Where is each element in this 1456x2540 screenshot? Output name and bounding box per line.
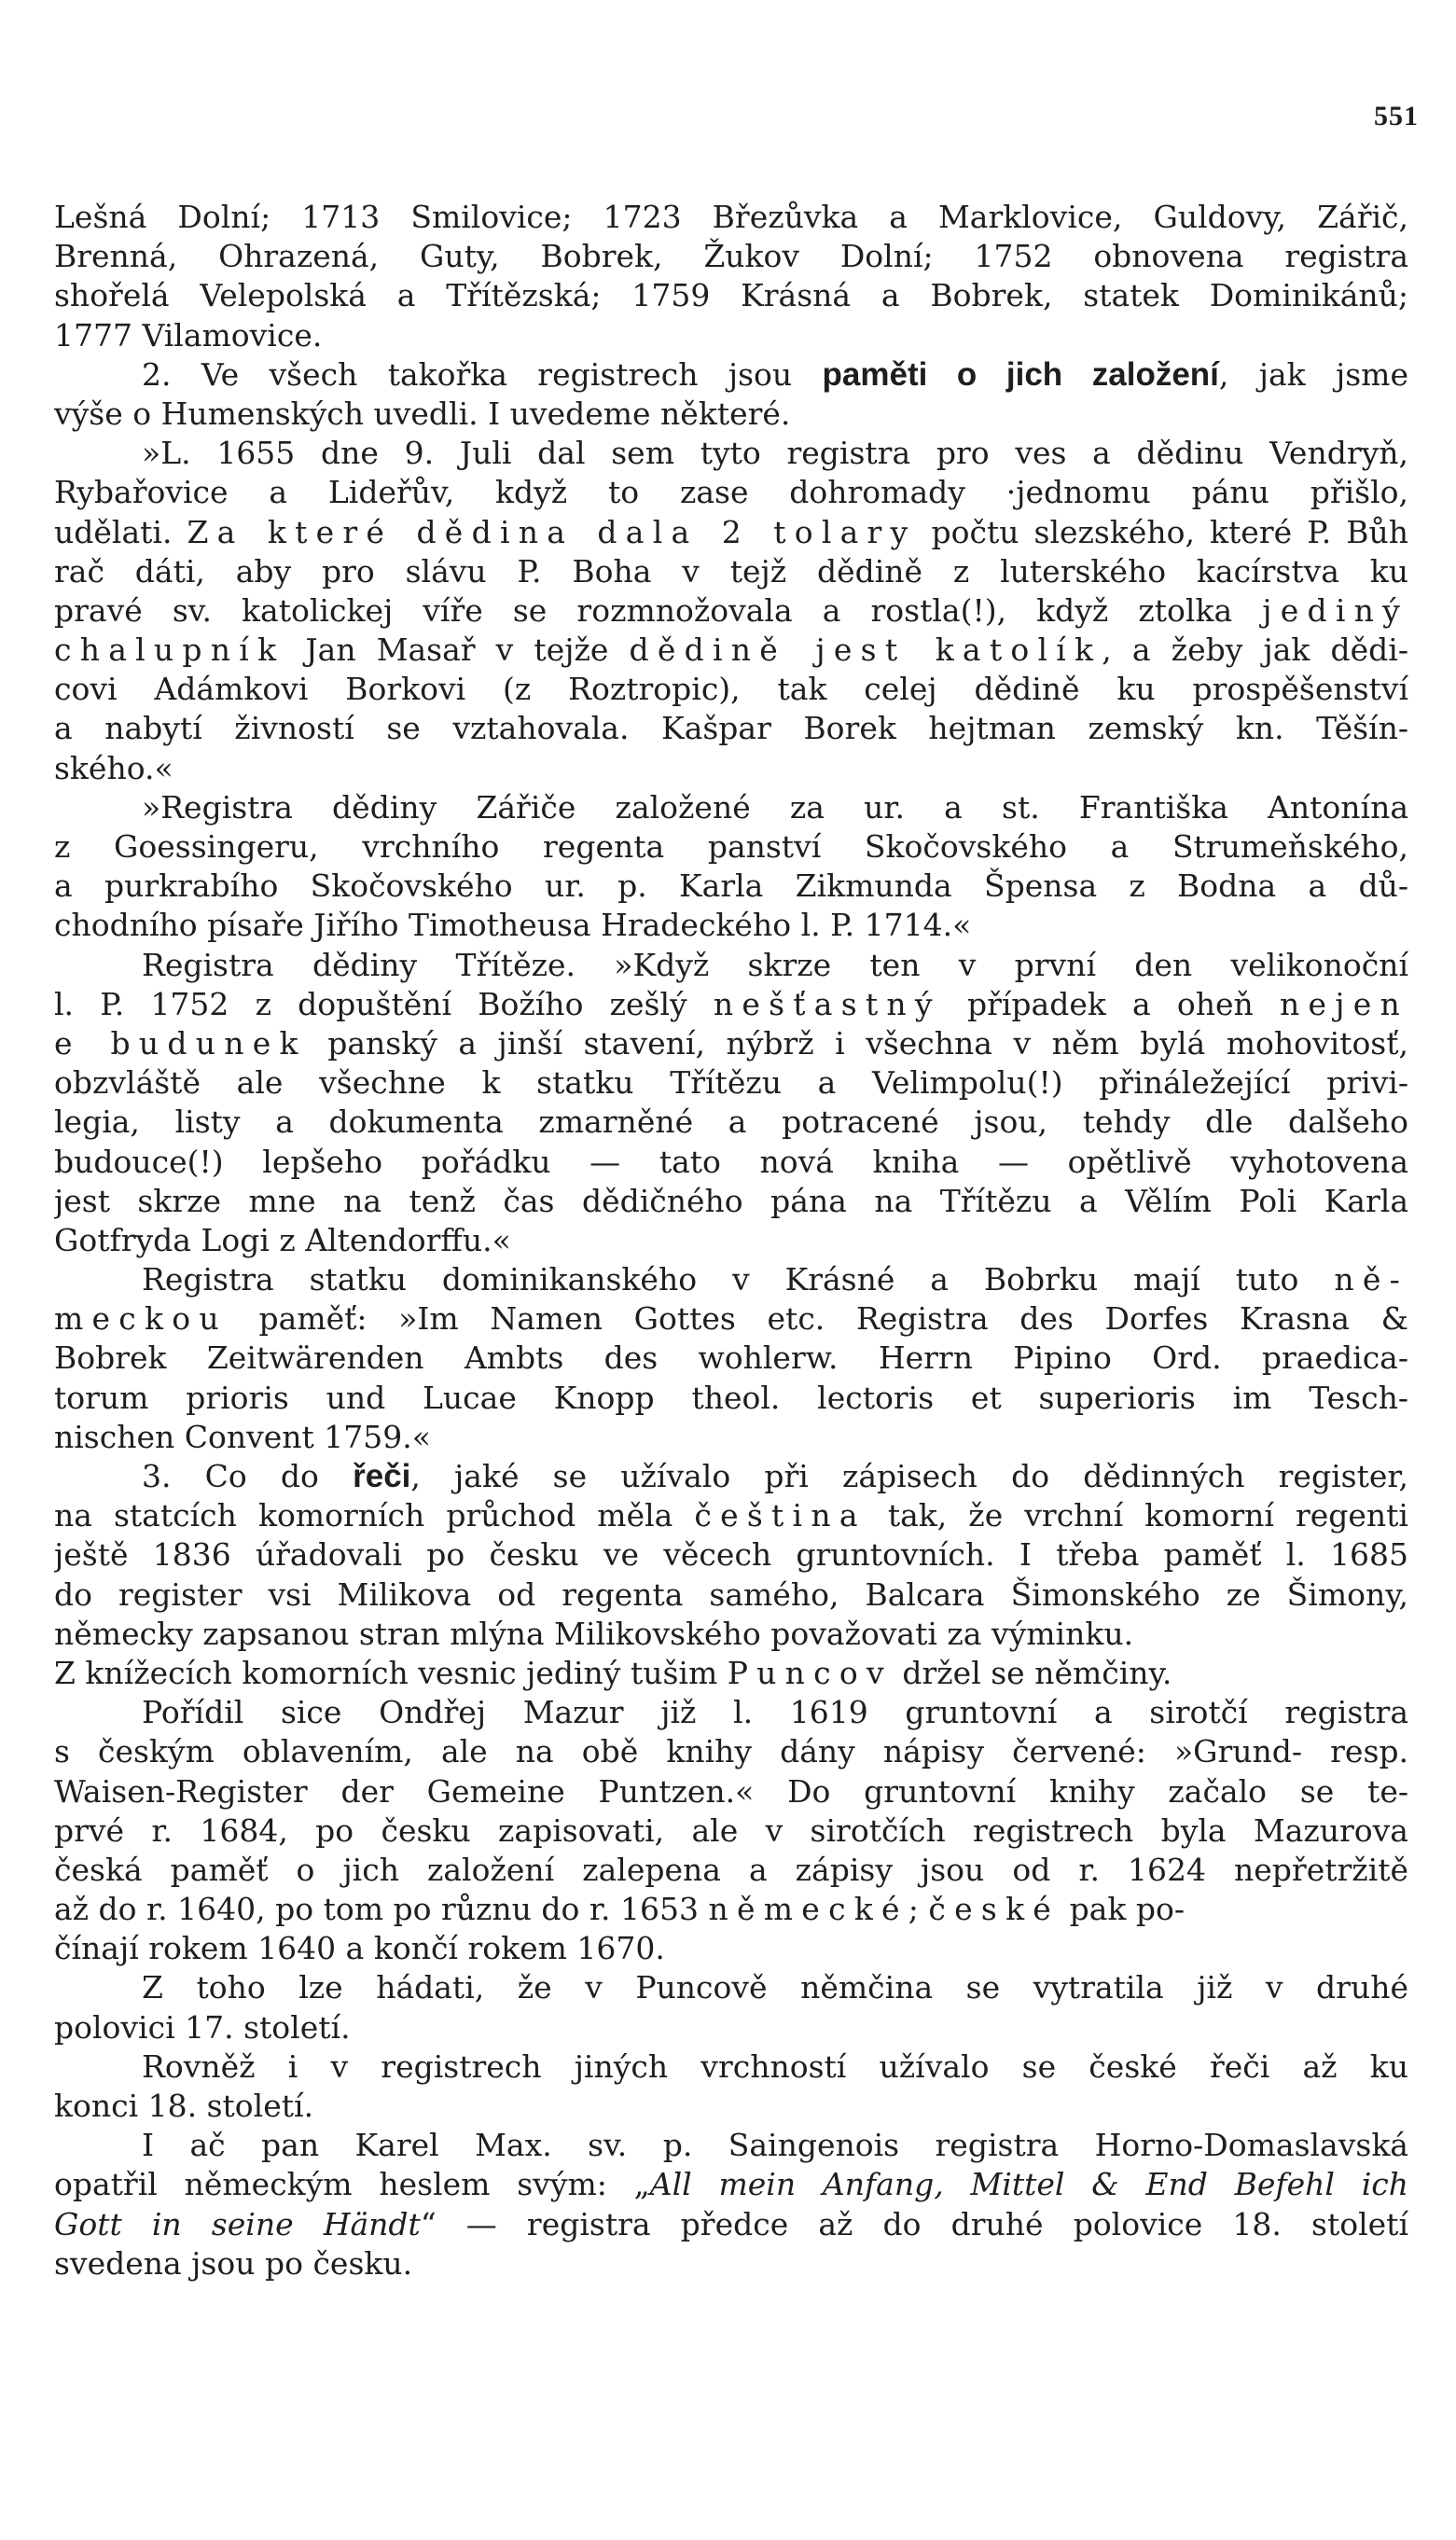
text-segment: Waisen-Register der Gemeine Puntzen.« Do gruntovní knihy začalo se te- (54, 1772, 1408, 1810)
text-line (54, 1615, 1408, 1654)
text-line (54, 1063, 1408, 1103)
text-line (54, 1103, 1408, 1142)
text-segment: česká paměť o jich založení zalepena a zápisy jsou od r. 1624 nepřetržitě (54, 1851, 1408, 1888)
text-segment: ; (908, 1891, 929, 1928)
page-number: 551 (1374, 101, 1419, 132)
text-segment: nischen Convent 1759.« (54, 1418, 431, 1455)
text-segment: až do r. 1640, po tom po různu do r. 1653 (54, 1891, 709, 1928)
text-line (54, 2126, 1408, 2165)
spaced-emphasis: Puncov (727, 1654, 893, 1691)
text-segment: ještě 1836 úřadovali po česku ve věcech gruntovních. I třeba paměť l. 1685 (54, 1536, 1408, 1574)
text-line (54, 1379, 1408, 1418)
text-line (54, 237, 1408, 276)
text-line (54, 867, 1408, 906)
spaced-emphasis: meckou (54, 1300, 228, 1338)
text-segment: s českým oblavením, ale na obě knihy dány nápisy červené: »Grund- resp. (54, 1733, 1408, 1770)
text-line (54, 1575, 1408, 1615)
text-line (54, 788, 1408, 827)
text-line (54, 749, 1408, 788)
text-segment: 1777 Vilamovice. (54, 316, 323, 354)
spaced-emphasis: jediný (1262, 591, 1408, 629)
text-segment: na statcích komorních průchod měla (54, 1497, 695, 1534)
text-segment: Rybařovice a Lideřův, když to zase dohromady ·jednomu pánu přišlo, (54, 474, 1408, 511)
text-line (54, 2205, 1408, 2244)
text-line (54, 2165, 1408, 2204)
text-segment: čínají rokem 1640 a končí rokem 1670. (54, 1930, 665, 1967)
text-line (54, 1221, 1408, 1260)
text-line (54, 1693, 1408, 1732)
text-line (54, 355, 1408, 395)
spaced-emphasis: dědině jest katolík (629, 632, 1102, 669)
text-segment: covi Adámkovi Borkovi (z Roztropic), tak celej dědině ku prospěšenství (54, 671, 1408, 708)
text-segment: pak po- (1060, 1891, 1186, 1928)
text-line (54, 946, 1408, 985)
spaced-emphasis: nejen (1280, 985, 1408, 1022)
text-line (54, 2087, 1408, 2126)
text-line (54, 1772, 1408, 1811)
text-line (54, 276, 1408, 315)
text-line (54, 1811, 1408, 1851)
text-segment: konci 18. století. (54, 2088, 314, 2124)
text-line (54, 1182, 1408, 1221)
text-segment: , jaké se užívalo při zápisech do dědinných register, (410, 1458, 1408, 1494)
text-segment: panský a jinší stavení, nýbrž i všechna v něm bylá mohovitosť, (306, 1024, 1408, 1062)
text-line (54, 1654, 1408, 1693)
text-line (54, 631, 1408, 670)
text-segment: počtu slezského, které P. Bůh (916, 513, 1408, 550)
text-segment: 2. Ve všech takořka registrech jsou (142, 355, 823, 393)
text-line (54, 1929, 1408, 1968)
text-segment: All mein Anfang, Mittel & End Befehl ich (649, 2166, 1408, 2203)
text-segment: I ač pan Karel Max. sv. p. Saingenois registra Horno-Domaslavská (142, 2127, 1408, 2164)
text-segment: 3. Co do (142, 1458, 354, 1494)
text-line (54, 1143, 1408, 1182)
text-segment: držel se němčiny. (892, 1654, 1172, 1691)
text-segment: »Registra dědiny Zářiče založené za ur. a st. Františka Antonína (142, 788, 1408, 826)
text-segment: , jak jsme (1218, 355, 1408, 393)
spaced-emphasis: chalupník (54, 632, 285, 669)
text-segment: svedena jsou po česku. (54, 2244, 413, 2282)
text-line (54, 2008, 1408, 2047)
text-line (54, 1732, 1408, 1771)
text-segment: Gotfryda Logi z Altendorffu.« (54, 1221, 511, 1258)
text-line (54, 473, 1408, 512)
text-line (54, 395, 1408, 434)
text-segment: shořelá Velepolská a Třítězská; 1759 Krásná a Bobrek, statek Dominikánů; (54, 277, 1408, 314)
text-line (54, 1496, 1408, 1535)
text-segment: a nabytí živností se vztahovala. Kašpar Borek hejtman zemský kn. Těšín- (54, 710, 1408, 747)
text-segment: Pořídil sice Ondřej Mazur již l. 1619 gruntovní a sirotčí registra (142, 1694, 1408, 1731)
text-line (54, 198, 1408, 237)
text-line (54, 1968, 1408, 2007)
text-line (54, 1457, 1408, 1496)
text-segment: Bobrek Zeitwärenden Ambts des wohlerw. Herrn Pipino Ord. praedica- (54, 1339, 1408, 1377)
spaced-emphasis: čeština (694, 1497, 867, 1534)
text-segment: rač dáti, aby pro slávu P. Boha v tejž dědině z luterského kacírstva ku (54, 552, 1408, 590)
text-line (54, 552, 1408, 591)
spaced-emphasis: Za které dědina dala 2 tolary (187, 513, 917, 550)
text-line (54, 591, 1408, 631)
text-segment: “ — registra předce až do druhé polovice 18. století (420, 2205, 1408, 2242)
text-segment: ského.« (54, 749, 173, 786)
text-segment: Z toho lze hádati, že v Puncově němčina se vytratila již v druhé (142, 1969, 1408, 2006)
text-segment: Gott in seine Händt (54, 2205, 421, 2242)
text-line (54, 670, 1408, 709)
text-segment: legia, listy a dokumenta zmarněné a potracené jsou, tehdy dle dalšeho (54, 1103, 1408, 1141)
text-segment: Rovněž i v registrech jiných vrchností užívalo se české řeči až ku (142, 2047, 1408, 2085)
spaced-emphasis: německé (708, 1891, 908, 1928)
text-line (54, 1851, 1408, 1890)
text-segment: tak, že vrchní komorní regenti (866, 1497, 1408, 1534)
text-segment: , a žeby jak dědi- (1102, 632, 1408, 669)
text-segment: »L. 1655 dne 9. Juli dal sem tyto registra pro ves a dědinu Vendryň, (142, 435, 1408, 472)
spaced-emphasis: české (928, 1891, 1061, 1928)
text-segment: paměť: »Im Namen Gottes etc. Registra des Dorfes Krasna & (227, 1300, 1408, 1338)
text-segment: chodního písaře Jiřího Timotheusa Hradeckého l. P. 1714.« (54, 907, 972, 944)
text-segment: prvé r. 1684, po česku zapisovati, ale v sirotčích registrech byla Mazurova (54, 1811, 1408, 1849)
text-line (54, 513, 1408, 552)
spaced-emphasis: ně- (1334, 1261, 1408, 1298)
text-segment: torum prioris und Lucae Knopp theol. lectoris et superioris im Tesch- (54, 1379, 1408, 1416)
text-line (54, 2047, 1408, 2087)
text-segment: Brenná, Ohrazená, Guty, Bobrek, Žukov Dolní; 1752 obnovena registra (54, 238, 1408, 275)
text-segment: pravé sv. katolickej víře se rozmnožovala a rostla(!), když ztolka (54, 591, 1263, 629)
text-line (54, 827, 1408, 867)
text-segment: Jan Masař v tejže (284, 632, 630, 669)
text-segment: Lešná Dolní; 1713 Smilovice; 1723 Březůvka a Marklovice, Guldovy, Zářič, (54, 199, 1408, 235)
text-segment: do register vsi Milikova od regenta samého, Balcara Šimonského ze Šimony, (54, 1575, 1408, 1613)
text-line (54, 1890, 1408, 1929)
bold-phrase: řeči (353, 1458, 411, 1494)
text-line (54, 985, 1408, 1024)
text-segment: udělati. (54, 513, 187, 550)
text-segment: l. P. 1752 z dopuštění Božího zešlý (54, 985, 714, 1022)
text-segment: Registra statku dominikanského v Krásné a Bobrku mají tuto (142, 1261, 1335, 1298)
text-segment: budouce(!) lepšeho pořádku — tato nová kniha — opětlivě vyhotovena (54, 1143, 1408, 1180)
text-line (54, 1418, 1408, 1457)
text-segment: výše o Humenských uvedli. I uvedeme některé. (54, 395, 791, 432)
text-segment: a purkrabího Skočovského ur. p. Karla Zikmunda Špensa z Bodna a dů- (54, 867, 1408, 905)
text-line (54, 1299, 1408, 1339)
spaced-emphasis: e budunek (54, 1024, 307, 1062)
text-line (54, 316, 1408, 355)
text-segment: případek a oheň (940, 985, 1280, 1022)
text-segment: německy zapsanou stran mlýna Milikovského považovati za výminku. (54, 1615, 1134, 1652)
text-segment: obzvláště ale všechne k statku Třítězu a Velimpolu(!) přináležející privi- (54, 1064, 1408, 1102)
text-line (54, 434, 1408, 473)
spaced-emphasis: nešťastný (713, 985, 941, 1022)
text-line (54, 906, 1408, 945)
text-segment: z Goessingeru, vrchního regenta panství Skočovského a Strumeňského, (54, 828, 1408, 865)
text-line (54, 2244, 1408, 2283)
text-segment: polovici 17. století. (54, 2008, 351, 2046)
text-line (54, 1260, 1408, 1299)
bold-phrase: paměti o jich založení (822, 355, 1219, 393)
text-line (54, 1024, 1408, 1063)
text-line (54, 1535, 1408, 1575)
text-line (54, 1339, 1408, 1378)
body-text (54, 198, 1408, 2283)
text-segment: opatřil německým heslem svým: „ (54, 2166, 650, 2203)
text-line (54, 709, 1408, 748)
text-segment: Registra dědiny Třítěze. »Když skrze ten v první den velikonoční (142, 946, 1408, 983)
text-segment: Z knížecích komorních vesnic jediný tušim (54, 1654, 728, 1691)
text-segment: jest skrze mne na tenž čas dědičného pána na Třítězu a Vělím Poli Karla (54, 1182, 1408, 1219)
